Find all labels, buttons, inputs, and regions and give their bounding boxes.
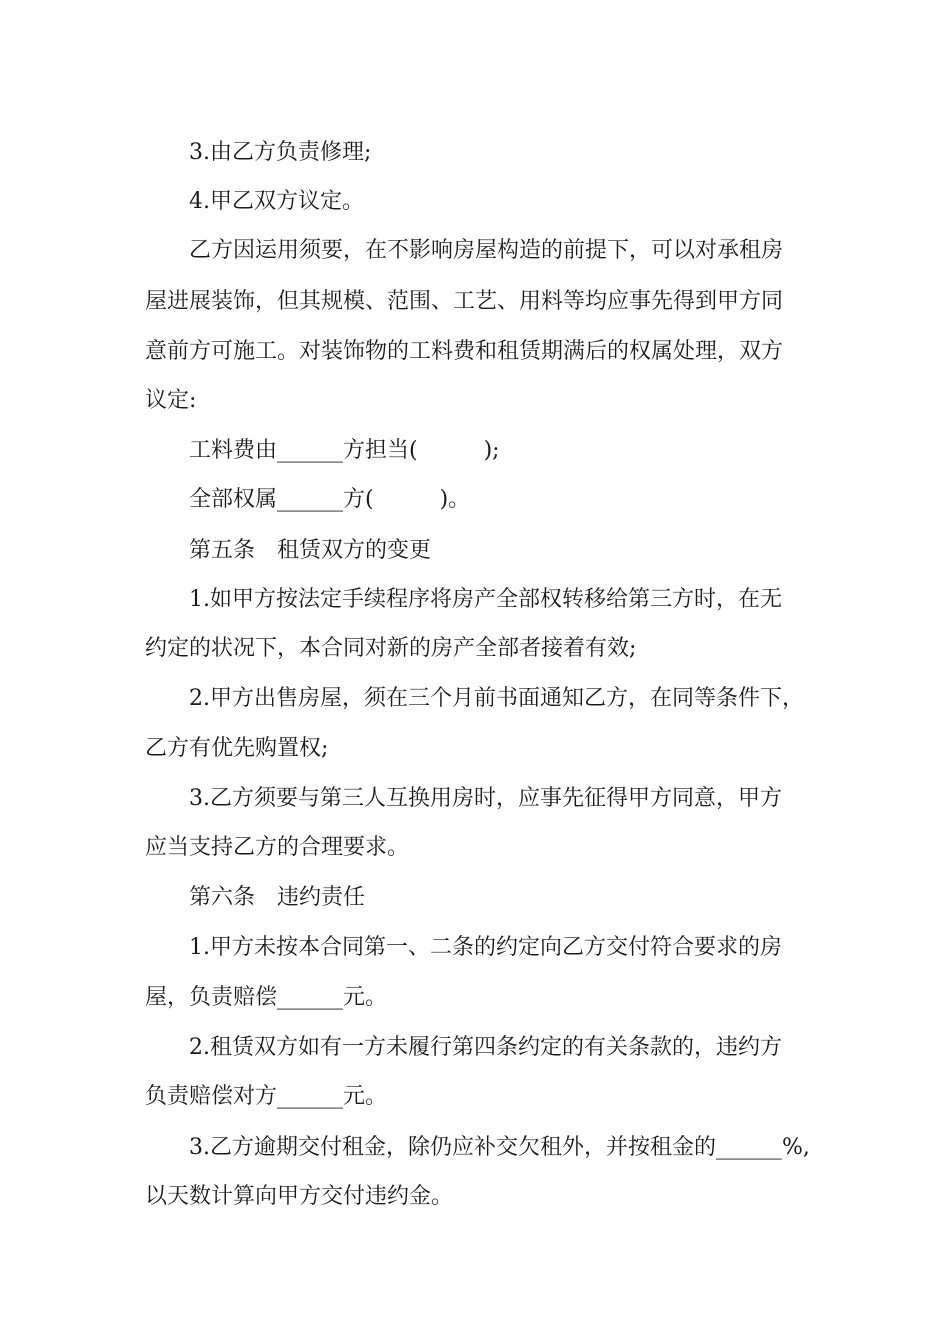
clause-item: 3.由乙方负责修理;	[189, 140, 372, 165]
paragraph-line: 议定:	[145, 388, 197, 413]
paragraph-line: 意前方可施工。对装饰物的工料费和租赁期满后的权属处理，双方	[145, 339, 784, 364]
clause-item: 3.乙方逾期交付租金，除仍应补交欠租外，并按租金的______%,	[189, 1135, 810, 1160]
clause-item: 3.乙方须要与第三人互换用房时，应事先征得甲方同意，甲方	[189, 786, 782, 811]
article-heading: 第五条 租赁双方的变更	[189, 538, 432, 563]
paragraph-line: 乙方因运用须要，在不影响房屋构造的前提下，可以对承租房	[189, 238, 784, 263]
clause-item: 1.如甲方按法定手续程序将房产全部权转移给第三方时，在无	[189, 587, 782, 612]
blank-field-line: 工料费由______方担当( );	[189, 438, 500, 463]
clause-item: 以天数计算向甲方交付违约金。	[145, 1184, 454, 1209]
clause-item: 负责赔偿对方______元。	[145, 1084, 388, 1109]
clause-item: 屋，负责赔偿______元。	[145, 985, 388, 1010]
clause-item: 2.甲方出售房屋，须在三个月前书面通知乙方，在同等条件下，	[189, 686, 804, 711]
clause-item: 应当支持乙方的合理要求。	[145, 835, 410, 860]
clause-item: 1.甲方未按本合同第一、二条的约定向乙方交付符合要求的房	[189, 935, 782, 960]
article-heading: 第六条 违约责任	[189, 885, 366, 910]
clause-item: 4.甲乙双方议定。	[189, 189, 364, 214]
blank-field-line: 全部权属______方( )。	[189, 487, 471, 512]
clause-item: 乙方有优先购置权;	[145, 736, 329, 761]
clause-item: 2.租赁双方如有一方未履行第四条约定的有关条款的，违约方	[189, 1035, 782, 1060]
clause-item: 约定的状况下，本合同对新的房产全部者接着有效;	[145, 636, 637, 661]
paragraph-line: 屋进展装饰，但其规模、范围、工艺、用料等均应事先得到甲方同	[145, 289, 784, 314]
